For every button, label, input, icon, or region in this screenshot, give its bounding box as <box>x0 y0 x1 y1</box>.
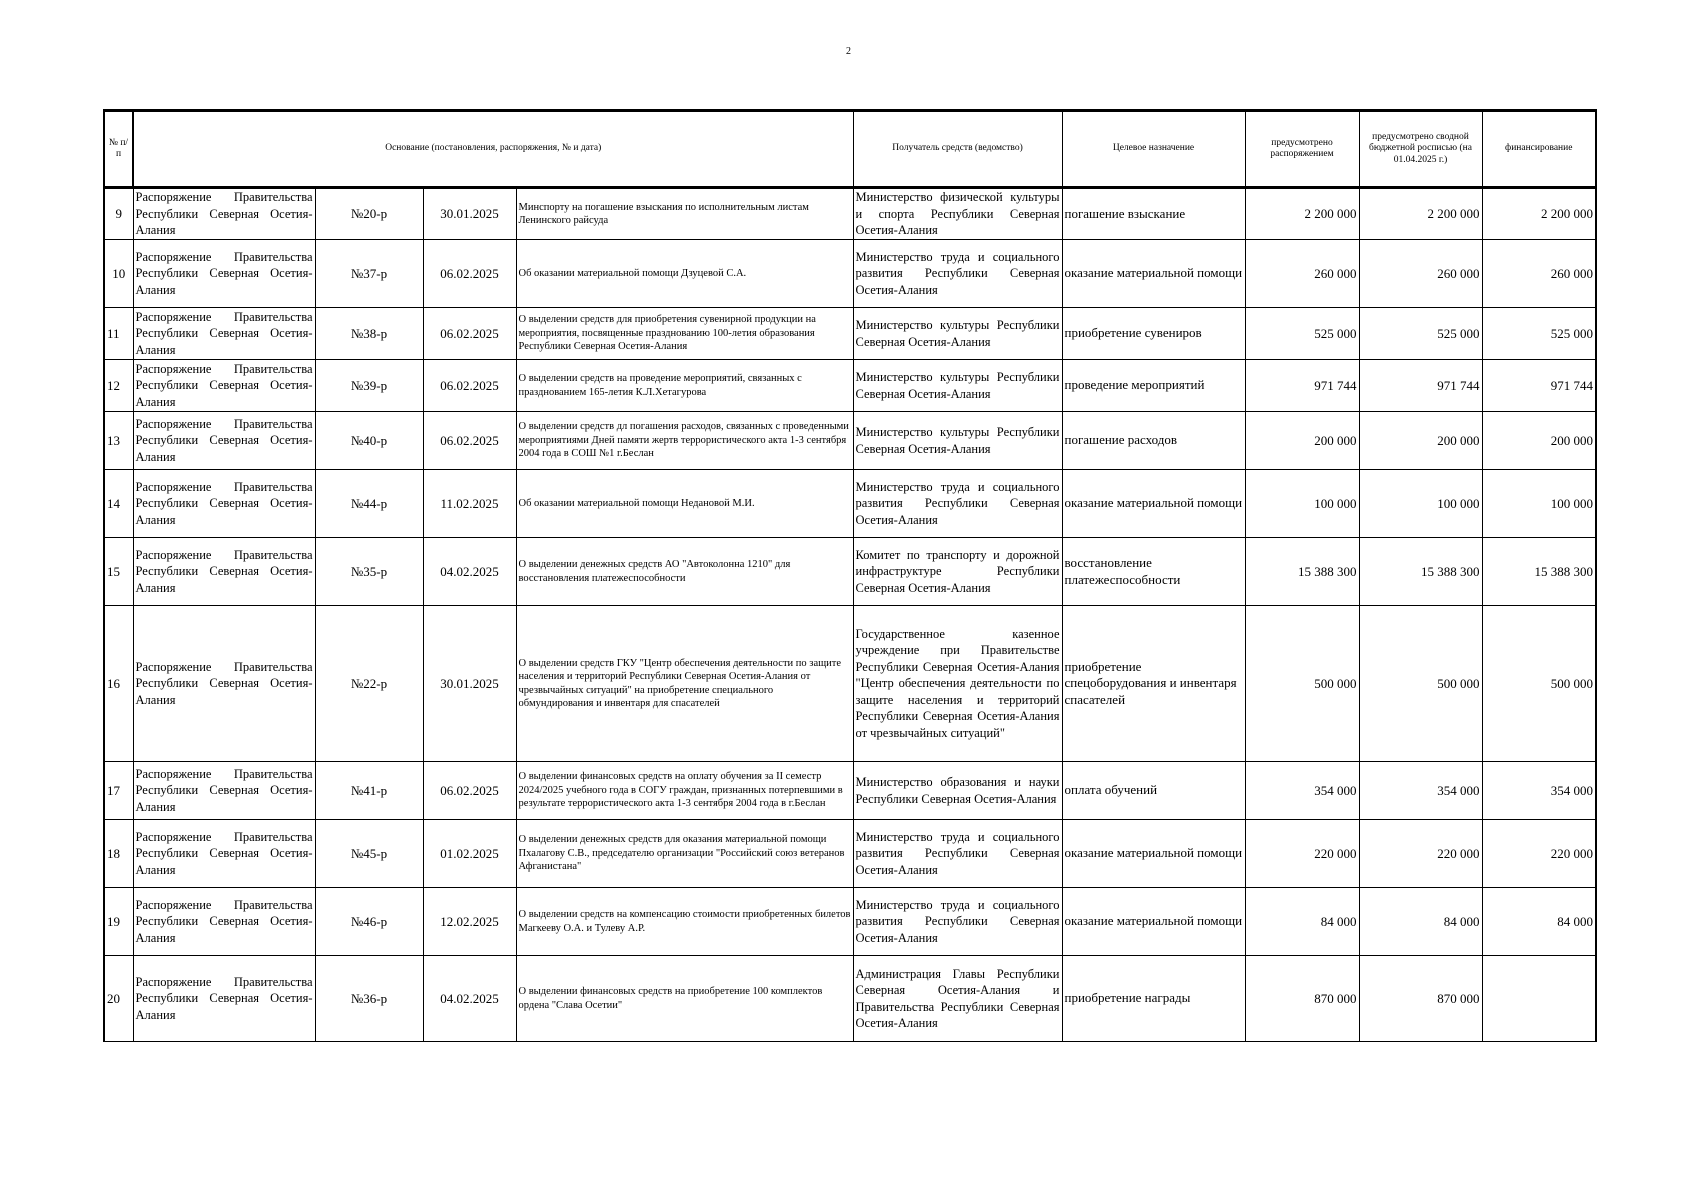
amount-financing: 200 000 <box>1482 412 1596 470</box>
document-number: №20-р <box>315 188 423 240</box>
document-type: Распоряжение Правительства Республики Северная Осетия-Алания <box>133 240 315 308</box>
amount-provided-order: 354 000 <box>1245 762 1359 820</box>
page-number: 2 <box>846 46 851 57</box>
amount-provided-budget: 84 000 <box>1359 888 1482 956</box>
document-number: №40-р <box>315 412 423 470</box>
header-purpose: Целевое назначение <box>1062 111 1245 188</box>
amount-provided-budget: 525 000 <box>1359 308 1482 360</box>
document-date: 30.01.2025 <box>423 188 516 240</box>
amount-financing <box>1482 956 1596 1042</box>
table-row <box>104 188 1596 240</box>
amount-provided-order: 15 388 300 <box>1245 538 1359 606</box>
amount-provided-budget: 200 000 <box>1359 412 1482 470</box>
document-description: О выделении средств на компенсацию стоимости приобретенных билетов Магкееву О.А. и Тулеву А.Р. <box>516 888 853 956</box>
purpose: проведение мероприятий <box>1062 360 1245 412</box>
document-type: Распоряжение Правительства Республики Северная Осетия-Алания <box>133 820 315 888</box>
document-date: 30.01.2025 <box>423 606 516 762</box>
document-description: Об оказании материальной помощи Недановой М.И. <box>516 470 853 538</box>
purpose: оказание материальной помощи <box>1062 240 1245 308</box>
amount-provided-order: 200 000 <box>1245 412 1359 470</box>
table-body <box>104 188 1596 1042</box>
amount-financing: 220 000 <box>1482 820 1596 888</box>
amount-financing: 971 744 <box>1482 360 1596 412</box>
recipient: Министерство труда и социального развития Республики Северная Осетия-Алания <box>853 240 1062 308</box>
table-row <box>104 762 1596 820</box>
header-provided-order: предусмотрено распоряжением <box>1245 111 1359 188</box>
document-type: Распоряжение Правительства Республики Северная Осетия-Алания <box>133 412 315 470</box>
document-date: 06.02.2025 <box>423 240 516 308</box>
amount-provided-order: 870 000 <box>1245 956 1359 1042</box>
document-description: О выделении средств дл погашения расходов, связанных с проведенными мероприятиями Дней памяти жертв террористического акта 1-3 сентября 2004 года в СОШ №1 г.Беслан <box>516 412 853 470</box>
table-row <box>104 308 1596 360</box>
document-type: Распоряжение Правительства Республики Северная Осетия-Алания <box>133 888 315 956</box>
row-number: 18 <box>104 820 133 888</box>
amount-financing: 2 200 000 <box>1482 188 1596 240</box>
budget-allocation-table <box>103 109 1597 1042</box>
amount-provided-order: 260 000 <box>1245 240 1359 308</box>
amount-provided-budget: 260 000 <box>1359 240 1482 308</box>
header-no: № п/п <box>104 111 133 188</box>
recipient: Государственное казенное учреждение при Правительстве Республики Северная Осетия-Алания "Центр обеспечения деятельности по защите населения и территорий Республики Северная Осетия-Алания от чрезвычайных ситуаций" <box>853 606 1062 762</box>
amount-provided-budget: 100 000 <box>1359 470 1482 538</box>
amount-provided-budget: 870 000 <box>1359 956 1482 1042</box>
document-number: №38-р <box>315 308 423 360</box>
amount-financing: 354 000 <box>1482 762 1596 820</box>
document-type: Распоряжение Правительства Республики Северная Осетия-Алания <box>133 308 315 360</box>
document-type: Распоряжение Правительства Республики Северная Осетия-Алания <box>133 470 315 538</box>
purpose: восстановление платежеспособности <box>1062 538 1245 606</box>
document-description: Об оказании материальной помощи Дзуцевой С.А. <box>516 240 853 308</box>
table-row <box>104 538 1596 606</box>
header-basis: Основание (постановления, распоряжения, № и дата) <box>133 111 853 188</box>
document-date: 06.02.2025 <box>423 762 516 820</box>
row-number: 10 <box>104 240 133 308</box>
amount-financing: 84 000 <box>1482 888 1596 956</box>
amount-provided-budget: 15 388 300 <box>1359 538 1482 606</box>
amount-provided-budget: 2 200 000 <box>1359 188 1482 240</box>
recipient: Министерство образования и науки Республики Северная Осетия-Алания <box>853 762 1062 820</box>
document-date: 06.02.2025 <box>423 412 516 470</box>
row-number: 11 <box>104 308 133 360</box>
row-number: 14 <box>104 470 133 538</box>
table-row <box>104 888 1596 956</box>
recipient: Администрация Главы Республики Северная Осетия-Алания и Правительства Республики Северная Осетия-Алания <box>853 956 1062 1042</box>
amount-financing: 100 000 <box>1482 470 1596 538</box>
amount-provided-budget: 220 000 <box>1359 820 1482 888</box>
document-number: №36-р <box>315 956 423 1042</box>
table-row <box>104 470 1596 538</box>
document-number: №22-р <box>315 606 423 762</box>
amount-provided-order: 100 000 <box>1245 470 1359 538</box>
amount-provided-order: 84 000 <box>1245 888 1359 956</box>
amount-financing: 500 000 <box>1482 606 1596 762</box>
recipient: Министерство труда и социального развития Республики Северная Осетия-Алания <box>853 888 1062 956</box>
purpose: оказание материальной помощи <box>1062 820 1245 888</box>
header-recipient: Получатель средств (ведомство) <box>853 111 1062 188</box>
document-type: Распоряжение Правительства Республики Северная Осетия-Алания <box>133 956 315 1042</box>
row-number: 17 <box>104 762 133 820</box>
document-description: О выделении средств для приобретения сувенирной продукции на мероприятия, посвященные празднованию 100-летия образования Республики Северная Осетия-Алания <box>516 308 853 360</box>
document-date: 04.02.2025 <box>423 538 516 606</box>
amount-provided-order: 500 000 <box>1245 606 1359 762</box>
purpose: приобретение награды <box>1062 956 1245 1042</box>
amount-provided-order: 971 744 <box>1245 360 1359 412</box>
document-date: 06.02.2025 <box>423 308 516 360</box>
document-date: 06.02.2025 <box>423 360 516 412</box>
table-row <box>104 956 1596 1042</box>
document-description: О выделении денежных средств АО "Автоколонна 1210" для восстановления платежеспособности <box>516 538 853 606</box>
row-number: 12 <box>104 360 133 412</box>
row-number: 13 <box>104 412 133 470</box>
purpose: приобретение сувениров <box>1062 308 1245 360</box>
document-description: О выделении денежных средств для оказания материальной помощи Пхалагову С.В., председателю организации "Российский союз ветеранов Афганистана" <box>516 820 853 888</box>
document-number: №41-р <box>315 762 423 820</box>
table-row <box>104 412 1596 470</box>
amount-provided-budget: 500 000 <box>1359 606 1482 762</box>
document-description: О выделении финансовых средств на приобретение 100 комплектов ордена "Слава Осетии" <box>516 956 853 1042</box>
document-number: №35-р <box>315 538 423 606</box>
document-number: №45-р <box>315 820 423 888</box>
amount-financing: 260 000 <box>1482 240 1596 308</box>
row-number: 20 <box>104 956 133 1042</box>
document-type: Распоряжение Правительства Республики Северная Осетия-Алания <box>133 606 315 762</box>
table-row <box>104 820 1596 888</box>
header-provided-budget: предусмотрено сводной бюджетной росписью (на 01.04.2025 г.) <box>1359 111 1482 188</box>
document-type: Распоряжение Правительства Республики Северная Осетия-Алания <box>133 762 315 820</box>
document-description: О выделении средств ГКУ "Центр обеспечения деятельности по защите населения и территорий Республики Северная Осетия-Алания от чрезвычайных ситуаций" на приобретение специального обмундирования и инвентаря для спасателей <box>516 606 853 762</box>
document-date: 04.02.2025 <box>423 956 516 1042</box>
amount-provided-order: 525 000 <box>1245 308 1359 360</box>
document-date: 01.02.2025 <box>423 820 516 888</box>
document-type: Распоряжение Правительства Республики Северная Осетия-Алания <box>133 538 315 606</box>
table-row <box>104 360 1596 412</box>
document-number: №39-р <box>315 360 423 412</box>
purpose: погашение расходов <box>1062 412 1245 470</box>
purpose: оказание материальной помощи <box>1062 470 1245 538</box>
document-date: 11.02.2025 <box>423 470 516 538</box>
row-number: 9 <box>104 188 133 240</box>
table-header <box>104 111 1596 188</box>
header-financing: финансирование <box>1482 111 1596 188</box>
recipient: Министерство культуры Республики Северная Осетия-Алания <box>853 412 1062 470</box>
amount-financing: 525 000 <box>1482 308 1596 360</box>
row-number: 15 <box>104 538 133 606</box>
purpose: погашение взыскание <box>1062 188 1245 240</box>
purpose: оплата обучений <box>1062 762 1245 820</box>
table-row <box>104 240 1596 308</box>
document-type: Распоряжение Правительства Республики Северная Осетия-Алания <box>133 188 315 240</box>
document-description: Минспорту на погашение взыскания по исполнительным листам Ленинского райсуда <box>516 188 853 240</box>
document-number: №44-р <box>315 470 423 538</box>
amount-provided-order: 220 000 <box>1245 820 1359 888</box>
document-number: №37-р <box>315 240 423 308</box>
amount-provided-budget: 354 000 <box>1359 762 1482 820</box>
recipient: Комитет по транспорту и дорожной инфраструктуре Республики Северная Осетия-Алания <box>853 538 1062 606</box>
recipient: Министерство культуры Республики Северная Осетия-Алания <box>853 360 1062 412</box>
document-description: О выделении средств на проведение мероприятий, связанных с празднованием 165-летия К.Л.Хетагурова <box>516 360 853 412</box>
recipient: Министерство физической культуры и спорта Республики Северная Осетия-Алания <box>853 188 1062 240</box>
document-type: Распоряжение Правительства Республики Северная Осетия-Алания <box>133 360 315 412</box>
recipient: Министерство труда и социального развития Республики Северная Осетия-Алания <box>853 820 1062 888</box>
purpose: оказание материальной помощи <box>1062 888 1245 956</box>
row-number: 19 <box>104 888 133 956</box>
row-number: 16 <box>104 606 133 762</box>
document-number: №46-р <box>315 888 423 956</box>
recipient: Министерство труда и социального развития Республики Северная Осетия-Алания <box>853 470 1062 538</box>
amount-financing: 15 388 300 <box>1482 538 1596 606</box>
document-date: 12.02.2025 <box>423 888 516 956</box>
purpose: приобретение спецоборудования и инвентаря спасателей <box>1062 606 1245 762</box>
amount-provided-budget: 971 744 <box>1359 360 1482 412</box>
document-description: О выделении финансовых средств на оплату обучения за II семестр 2024/2025 учебного года в СОГУ граждан, признанных потерпевшими в результате террористического акта 1-3 сентября 2004 года в г.Беслан <box>516 762 853 820</box>
recipient: Министерство культуры Республики Северная Осетия-Алания <box>853 308 1062 360</box>
amount-provided-order: 2 200 000 <box>1245 188 1359 240</box>
table-row <box>104 606 1596 762</box>
